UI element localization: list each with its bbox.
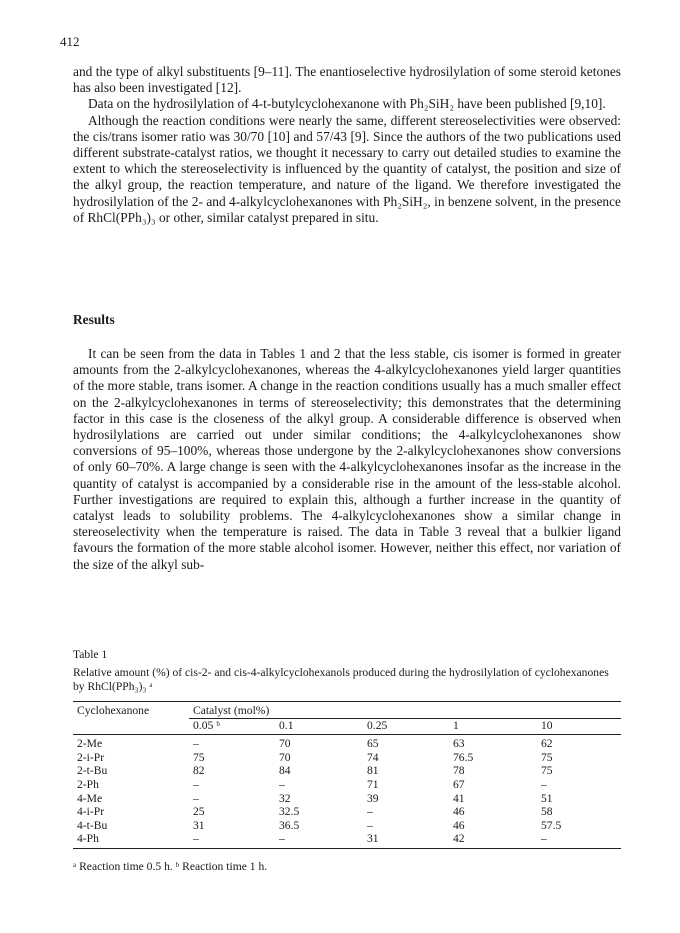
intro-paragraph-3: Although the reaction conditions were nearly the same, different stereoselectivities were observed: the cis/trans isomer ratio was 30/70 [10] and 57/43 [9]. Since the authors of the two publications used different substrate-catalyst ratios, we thought it necessary to carry out detailed studies to examine the extent to which the stereoselectivity is influenced by the quantity of catalyst, the position and size of the alkyl group, the reaction temperature, and nature of the ligand. We therefore investigated the hydrosilylation of the 2- and 4-alkylcyclohexanones with Ph₂SiH₂, in benzene solvent, in the presence of RhCl(PPh₃)₃ or other, similar catalyst prepared in situ.: [73, 112, 621, 225]
table-label: Table 1: [73, 648, 108, 661]
table-cell: 57.5: [541, 818, 562, 832]
col-header-catalyst-1: 0.1: [275, 718, 363, 735]
table-row: [73, 735, 621, 751]
table-cell: 31: [193, 818, 205, 832]
table-cell: 39: [367, 791, 379, 805]
table-cell: –: [279, 777, 285, 791]
table-cell: –: [193, 832, 199, 846]
row-label: 2-Ph: [77, 777, 99, 791]
table-cell: 75: [541, 750, 553, 764]
table-1: [73, 701, 621, 849]
results-text: [73, 346, 621, 573]
intro-text: [73, 64, 621, 226]
col-header-catalyst-2: 0.25: [363, 718, 449, 735]
table-cell: 46: [453, 805, 465, 819]
row-label: 2-Me: [77, 737, 103, 751]
table-cell: 51: [541, 791, 553, 805]
table-cell: –: [193, 737, 199, 751]
table-cell: 41: [453, 791, 465, 805]
table-cell: 46: [453, 818, 465, 832]
table-cell: 42: [453, 832, 465, 846]
table-cell: 74: [367, 750, 379, 764]
col-header-cyclohexanone: Cyclohexanone: [77, 704, 150, 718]
table-cell: 70: [279, 750, 291, 764]
table-caption: Relative amount (%) of cis-2- and cis-4-alkylcyclohexanols produced during the hydrosilylation of cyclohexanones by RhCl(PPh₃)₃ ᵃ: [73, 666, 609, 693]
table-row: [73, 751, 621, 765]
table-row: [73, 764, 621, 778]
table-cell: 75: [193, 750, 205, 764]
table-cell: 65: [367, 737, 379, 751]
table-cell: 62: [541, 737, 553, 751]
table-row: [73, 778, 621, 792]
table-cell: 81: [367, 764, 379, 778]
table-cell: 58: [541, 805, 553, 819]
table-cell: –: [193, 791, 199, 805]
table-cell: 71: [367, 777, 379, 791]
page-number: 412: [60, 34, 80, 49]
row-label: 2-i-Pr: [77, 750, 105, 764]
table-row: [73, 832, 621, 848]
table-cell: 32.5: [279, 805, 300, 819]
table-cell: 70: [279, 737, 291, 751]
row-label: 4-t-Bu: [77, 818, 108, 832]
table-cell: –: [193, 777, 199, 791]
table-cell: 25: [193, 805, 205, 819]
table-footnote: ᵃ Reaction time 0.5 h. ᵇ Reaction time 1 h.: [73, 860, 268, 873]
col-header-catalyst-3: 1: [449, 718, 537, 735]
table-cell: 63: [453, 737, 465, 751]
col-header-catalyst: Catalyst (mol%): [193, 704, 270, 717]
row-label: 4-i-Pr: [77, 805, 105, 819]
table-cell: –: [541, 832, 547, 846]
col-header-catalyst-0: 0.05 ᵇ: [189, 718, 275, 735]
intro-paragraph-2: Data on the hydrosilylation of 4-t-butylcyclohexanone with Ph₂SiH₂ have been published [9,10].: [88, 96, 606, 112]
table-row: [73, 805, 621, 819]
table-cell: –: [367, 805, 373, 819]
table-cell: –: [367, 818, 373, 832]
table-cell: 36.5: [279, 818, 300, 832]
table-cell: 78: [453, 764, 465, 778]
table-cell: –: [279, 832, 285, 846]
row-label: 4-Ph: [77, 832, 99, 846]
col-header-catalyst-4: 10: [537, 718, 621, 735]
intro-paragraph-1: and the type of alkyl substituents [9–11]. The enantioselective hydrosilylation of some steroid ketones has also been investigated [12].: [73, 64, 621, 96]
results-paragraph: It can be seen from the data in Tables 1 and 2 that the less stable, cis isomer is formed in greater amounts from the 2-alkylcyclohexanones, whereas the 4-alkylcyclohexanones yield larger quantities of the more stable, trans isomer. A change in the reaction conditions usually has a much smaller effect on the 2-alkylcyclohexanones in terms of stereoselectivity; this demonstrates that the determining factor in this case is the closeness of the alkyl group. A considerable difference is observed when hydrosilylations are carried out under similar conditions; the 4-alkylcyclohexanones show conversions of 95–100%, whereas those undergone by the 2-alkylcyclohexanones show conversions of only 60–70%. A large change is seen with the 4-alkylcyclohexanones insofar as the increase in the quantity of catalyst is accompanied by a considerable rise in the amount of the less-stable alcohol. Further investigations are required to explain this, although a further increase in the quantity of catalyst leads to solubility problems. The 4-alkylcyclohexanones show a similar change in stereoselectivity when the temperature is raised. The data in Table 3 reveal that a bulkier ligand favours the formation of the more stable alcohol isomer. However, neither this effect, nor variation of the size of the alkyl sub-: [73, 346, 621, 572]
table-cell: 82: [193, 764, 205, 778]
table-cell: 67: [453, 777, 465, 791]
table-cell: 32: [279, 791, 291, 805]
table-cell: –: [541, 777, 547, 791]
table-cell: 31: [367, 832, 379, 846]
table-cell: 75: [541, 764, 553, 778]
table-row: [73, 792, 621, 806]
table-cell: 84: [279, 764, 291, 778]
row-label: 4-Me: [77, 791, 103, 805]
results-heading: Results: [73, 312, 115, 327]
row-label: 2-t-Bu: [77, 764, 108, 778]
table-cell: 76.5: [453, 750, 474, 764]
table-row: [73, 819, 621, 833]
